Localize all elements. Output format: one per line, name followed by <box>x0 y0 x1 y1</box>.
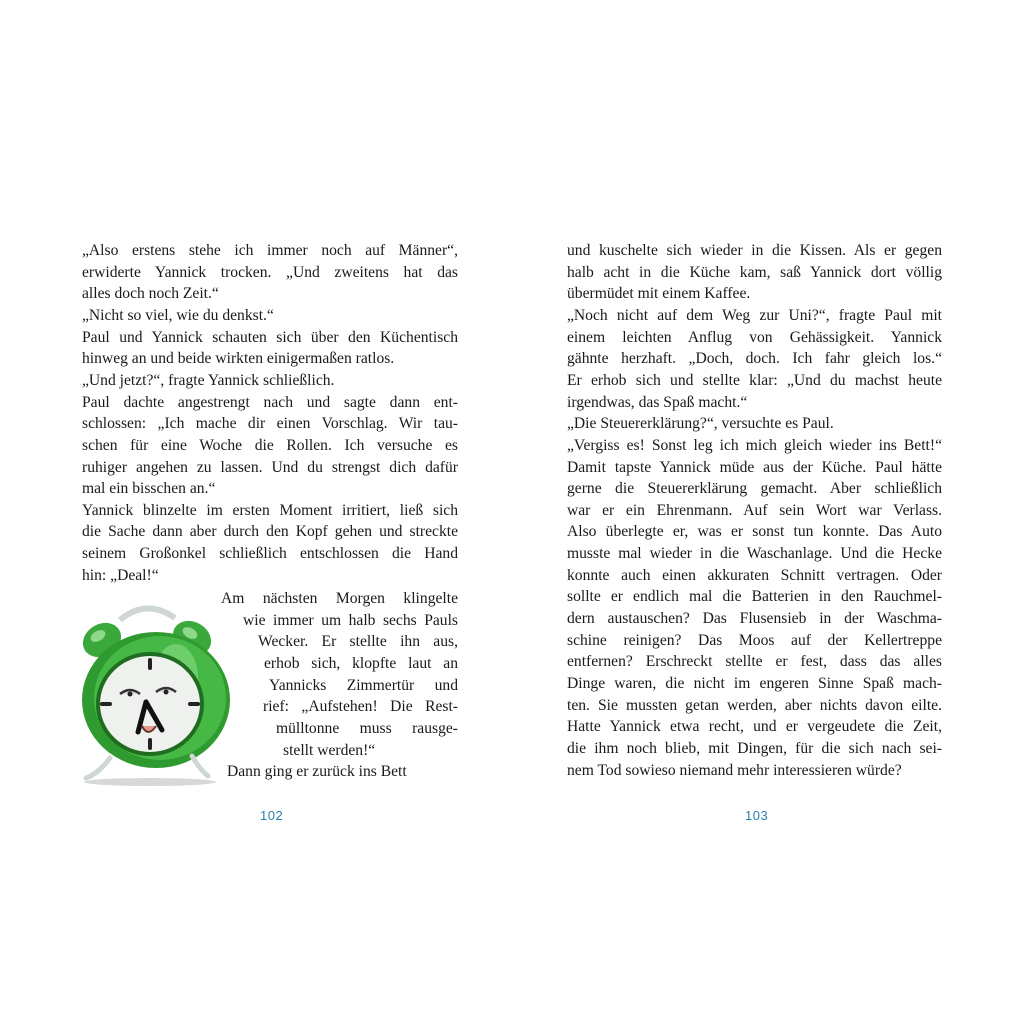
text-line: Er erhob sich und stellte klar: „Und du machst heute <box>567 371 942 389</box>
text-line: halb acht in die Küche kam, saß Yannick dort völlig <box>567 263 942 281</box>
page-number-left: 102 <box>260 808 284 823</box>
text-line: Paul und Yannick schauten sich über den Küchentisch <box>82 328 458 346</box>
text-line: dern austauschen? Das Flusensieb in der Waschma- <box>567 610 942 628</box>
text-line: erhob sich, klopfte laut an <box>264 654 458 672</box>
text-line: Yannicks Zimmertür und <box>269 676 458 694</box>
text-line: musste mal wieder in die Waschanlage. Und die Hecke <box>567 545 942 563</box>
text-line: „Nicht so viel, wie du denkst.“ <box>82 306 274 324</box>
text-line: gerne die Steuererklärung gemacht. Aber schließlich <box>567 480 942 498</box>
text-line: einem leichten Anflug von Gehässigkeit. Yannick <box>567 328 942 346</box>
text-line: erwiderte Yannick trocken. „Und zweitens hat das <box>82 263 458 281</box>
alarm-clock-illustration <box>80 598 240 788</box>
text-line: schlossen: „Ich mache dir einen Vorschlag. Wir tau- <box>82 415 458 433</box>
right-page <box>512 0 1024 1024</box>
text-line: schen für eine Woche die Rollen. Ich versuche es <box>82 436 458 454</box>
page-number-right: 103 <box>745 808 769 823</box>
text-line: Dinge waren, die nicht im engeren Sinne Spaß mach- <box>567 675 942 692</box>
text-line: Dann ging er zurück ins Bett <box>227 763 407 781</box>
text-line: übermüdet mit einem Kaffee. <box>567 285 751 303</box>
text-line: „Und jetzt?“, fragte Yannick schließlich. <box>82 371 335 389</box>
text-line: alles doch noch Zeit.“ <box>82 285 219 303</box>
text-line: mal ein bisschen an.“ <box>82 480 216 498</box>
text-line: „Noch nicht auf dem Weg zur Uni?“, fragte Paul mit <box>567 306 942 324</box>
text-line: hinweg an und beide wirkten einigermaßen ratlos. <box>82 350 395 368</box>
text-line: sollte er endlich mal die Batterien in den Rauchmel- <box>567 588 942 606</box>
text-line: wie immer um halb sechs Pauls <box>243 611 458 629</box>
text-line: war er ein Ehrenmann. Auf sein Wort war Verlass. <box>567 501 942 519</box>
text-line: stellt werden!“ <box>283 741 376 759</box>
text-line: rief: „Aufstehen! Die Rest- <box>263 698 458 716</box>
text-line: Wecker. Er stellte ihn aus, <box>258 633 458 651</box>
text-line: Also überlegte er, was er sonst tun konnte. Das Auto <box>567 523 942 541</box>
text-line: ruhiger angehen zu lassen. Und du strengst dich dafür <box>82 458 458 476</box>
text-line: „Also erstens stehe ich immer noch auf Männer“, <box>82 242 458 259</box>
text-line: und kuschelte sich wieder in die Kissen. Als er gegen <box>567 242 942 259</box>
text-line: nem Tod sowieso niemand mehr interessieren würde? <box>567 761 902 779</box>
text-line: Am nächsten Morgen klingelte <box>221 590 458 607</box>
text-line: Paul dachte angestrengt nach und sagte dann ent- <box>82 393 458 411</box>
text-line: „Vergiss es! Sonst leg ich mich gleich wieder ins Bett!“ <box>567 436 942 454</box>
text-line: die Sache dann aber durch den Kopf gehen und streckte <box>82 523 458 541</box>
text-line: konnte auch einen akkuraten Schnitt vertragen. Oder <box>567 566 942 584</box>
text-line: hin: „Deal!“ <box>82 566 159 584</box>
text-line: ten. Sie mussten getan werden, aber nichts davon eilte. <box>567 696 942 714</box>
text-line: irgendwas, das Spaß macht.“ <box>567 393 748 411</box>
text-line: entfernen? Erschreckt stellte er fest, dass das alles <box>567 653 942 671</box>
text-line: Damit tapste Yannick müde aus der Küche. Paul hätte <box>567 458 942 476</box>
text-line: mülltonne muss rausge- <box>276 719 458 737</box>
text-line: „Die Steuererklärung?“, versuchte es Paul. <box>567 415 834 433</box>
text-line: gähnte herzhaft. „Doch, doch. Ich fahr gleich los.“ <box>567 350 942 368</box>
text-line: Hatte Yannick etwa recht, und er vergeudete die Zeit, <box>567 718 942 736</box>
text-line: seinem Großonkel schließlich entschlossen die Hand <box>82 545 458 563</box>
text-line: die ihm noch blieb, mit Dingen, für die sich nach sei- <box>567 739 942 757</box>
text-line: Yannick blinzelte im ersten Moment irritiert, ließ sich <box>82 501 458 519</box>
text-line: schine reinigen? Das Moos auf der Kellertreppe <box>567 631 942 649</box>
